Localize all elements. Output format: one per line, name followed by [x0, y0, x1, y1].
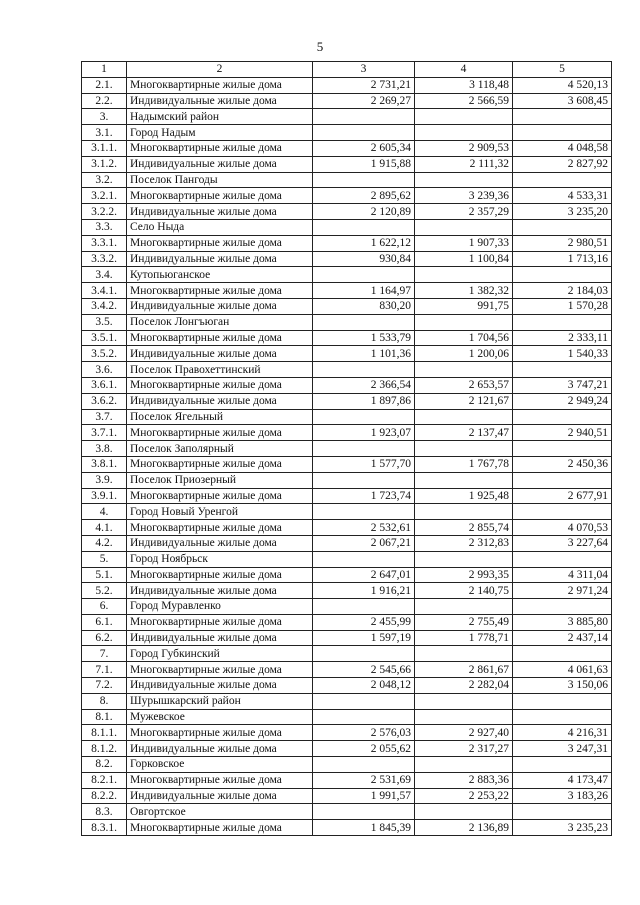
row-name-cell: Город Губкинский	[127, 646, 313, 662]
row-name-cell: Индивидуальные жилые дома	[127, 788, 313, 804]
value-cell-col3: 2 605,34	[313, 140, 415, 156]
page-number: 5	[316, 39, 324, 54]
row-number-cell: 3.9.1.	[82, 488, 127, 504]
row-number-cell: 3.6.	[82, 362, 127, 378]
value-cell-col3	[313, 693, 415, 709]
value-cell-col5: 1 540,33	[513, 346, 612, 362]
value-cell-col4	[415, 757, 513, 773]
row-number-cell: 3.	[82, 109, 127, 125]
value-cell-col4: 2 140,75	[415, 583, 513, 599]
value-cell-col5	[513, 504, 612, 520]
column-header: 4	[415, 62, 513, 78]
table-row	[82, 456, 612, 472]
table-row	[82, 441, 612, 457]
row-name-cell: Поселок Лонгъюган	[127, 314, 313, 330]
value-cell-col3	[313, 709, 415, 725]
value-cell-col5: 4 173,47	[513, 772, 612, 788]
value-cell-col4	[415, 599, 513, 615]
value-cell-col3	[313, 125, 415, 141]
table-row	[82, 678, 612, 694]
table-row	[82, 314, 612, 330]
value-cell-col5: 3 247,31	[513, 741, 612, 757]
table-row	[82, 551, 612, 567]
value-cell-col5	[513, 267, 612, 283]
value-cell-col3: 1 101,36	[313, 346, 415, 362]
row-name-cell: Многоквартирные жилые дома	[127, 820, 313, 836]
value-cell-col3: 2 120,89	[313, 204, 415, 220]
row-name-cell: Многоквартирные жилые дома	[127, 330, 313, 346]
row-number-cell: 6.1.	[82, 614, 127, 630]
value-cell-col5: 2 827,92	[513, 156, 612, 172]
value-cell-col4: 2 312,83	[415, 535, 513, 551]
value-cell-col5: 2 450,36	[513, 456, 612, 472]
row-name-cell: Многоквартирные жилые дома	[127, 520, 313, 536]
table-row	[82, 109, 612, 125]
row-number-cell: 3.2.2.	[82, 204, 127, 220]
row-number-cell: 4.1.	[82, 520, 127, 536]
value-cell-col4: 1 382,32	[415, 283, 513, 299]
row-number-cell: 3.1.	[82, 125, 127, 141]
value-cell-col3	[313, 504, 415, 520]
value-cell-col5	[513, 125, 612, 141]
value-cell-col4: 2 909,53	[415, 140, 513, 156]
table-header-row	[82, 62, 612, 78]
value-cell-col4: 3 239,36	[415, 188, 513, 204]
row-number-cell: 8.2.2.	[82, 788, 127, 804]
value-cell-col5: 4 311,04	[513, 567, 612, 583]
value-cell-col4	[415, 804, 513, 820]
table-row	[82, 741, 612, 757]
row-number-cell: 7.	[82, 646, 127, 662]
value-cell-col3: 2 532,61	[313, 520, 415, 536]
value-cell-col3: 830,20	[313, 298, 415, 314]
table-row	[82, 599, 612, 615]
row-name-cell: Город Новый Уренгой	[127, 504, 313, 520]
row-name-cell: Шурышкарский район	[127, 693, 313, 709]
row-number-cell: 8.2.1.	[82, 772, 127, 788]
row-number-cell: 7.1.	[82, 662, 127, 678]
row-name-cell: Многоквартирные жилые дома	[127, 77, 313, 93]
value-cell-col5	[513, 314, 612, 330]
value-cell-col5	[513, 804, 612, 820]
row-name-cell: Индивидуальные жилые дома	[127, 630, 313, 646]
value-cell-col3: 2 731,21	[313, 77, 415, 93]
column-header: 3	[313, 62, 415, 78]
value-cell-col5: 3 150,06	[513, 678, 612, 694]
value-cell-col4: 1 100,84	[415, 251, 513, 267]
value-cell-col5: 3 227,64	[513, 535, 612, 551]
value-cell-col4	[415, 362, 513, 378]
table-row	[82, 725, 612, 741]
row-name-cell: Индивидуальные жилые дома	[127, 393, 313, 409]
row-name-cell: Кутопьюганское	[127, 267, 313, 283]
value-cell-col5	[513, 409, 612, 425]
table-row	[82, 757, 612, 773]
value-cell-col3: 2 055,62	[313, 741, 415, 757]
value-cell-col3: 1 897,86	[313, 393, 415, 409]
value-cell-col3	[313, 362, 415, 378]
table-row	[82, 772, 612, 788]
value-cell-col4: 2 317,27	[415, 741, 513, 757]
value-cell-col5: 4 520,13	[513, 77, 612, 93]
row-number-cell: 3.3.	[82, 219, 127, 235]
value-cell-col5	[513, 551, 612, 567]
value-cell-col5: 4 070,53	[513, 520, 612, 536]
table-row	[82, 630, 612, 646]
value-cell-col5	[513, 441, 612, 457]
table-row	[82, 251, 612, 267]
value-cell-col4: 1 767,78	[415, 456, 513, 472]
value-cell-col4	[415, 441, 513, 457]
column-header: 5	[513, 62, 612, 78]
row-name-cell: Горковское	[127, 757, 313, 773]
value-cell-col3: 1 923,07	[313, 425, 415, 441]
row-name-cell: Многоквартирные жилые дома	[127, 614, 313, 630]
row-name-cell: Многоквартирные жилые дома	[127, 456, 313, 472]
table-row	[82, 535, 612, 551]
value-cell-col3: 2 048,12	[313, 678, 415, 694]
table-row	[82, 788, 612, 804]
row-name-cell: Многоквартирные жилые дома	[127, 567, 313, 583]
row-name-cell: Надымский район	[127, 109, 313, 125]
value-cell-col5: 1 570,28	[513, 298, 612, 314]
table-row	[82, 709, 612, 725]
table-row	[82, 267, 612, 283]
value-cell-col4: 2 883,36	[415, 772, 513, 788]
value-cell-col4	[415, 709, 513, 725]
value-cell-col3	[313, 409, 415, 425]
row-name-cell: Поселок Правохеттинский	[127, 362, 313, 378]
row-name-cell: Многоквартирные жилые дома	[127, 725, 313, 741]
value-cell-col5: 3 183,26	[513, 788, 612, 804]
row-name-cell: Поселок Приозерный	[127, 472, 313, 488]
row-number-cell: 3.5.	[82, 314, 127, 330]
row-number-cell: 3.5.2.	[82, 346, 127, 362]
value-cell-col5: 2 971,24	[513, 583, 612, 599]
row-name-cell: Поселок Пангоды	[127, 172, 313, 188]
table-row	[82, 283, 612, 299]
row-name-cell: Мужевское	[127, 709, 313, 725]
value-cell-col5: 2 437,14	[513, 630, 612, 646]
value-cell-col4	[415, 219, 513, 235]
value-cell-col4	[415, 504, 513, 520]
table-row	[82, 409, 612, 425]
row-name-cell: Многоквартирные жилые дома	[127, 772, 313, 788]
value-cell-col4: 2 993,35	[415, 567, 513, 583]
row-name-cell: Овгортское	[127, 804, 313, 820]
value-cell-col3	[313, 267, 415, 283]
table-row	[82, 140, 612, 156]
table-row	[82, 693, 612, 709]
row-number-cell: 8.1.2.	[82, 741, 127, 757]
column-header: 1	[82, 62, 127, 78]
value-cell-col4	[415, 646, 513, 662]
row-name-cell: Многоквартирные жилые дома	[127, 425, 313, 441]
value-cell-col3: 1 597,19	[313, 630, 415, 646]
value-cell-col3	[313, 646, 415, 662]
row-number-cell: 3.3.2.	[82, 251, 127, 267]
row-number-cell: 3.8.1.	[82, 456, 127, 472]
value-cell-col5: 4 216,31	[513, 725, 612, 741]
row-name-cell: Село Ныда	[127, 219, 313, 235]
row-number-cell: 5.1.	[82, 567, 127, 583]
value-cell-col3: 2 895,62	[313, 188, 415, 204]
row-number-cell: 3.2.1.	[82, 188, 127, 204]
row-number-cell: 6.2.	[82, 630, 127, 646]
table-row	[82, 488, 612, 504]
value-cell-col3: 2 067,21	[313, 535, 415, 551]
value-cell-col4	[415, 314, 513, 330]
value-cell-col4: 2 137,47	[415, 425, 513, 441]
value-cell-col3	[313, 314, 415, 330]
value-cell-col4	[415, 267, 513, 283]
row-number-cell: 3.4.2.	[82, 298, 127, 314]
value-cell-col3: 1 915,88	[313, 156, 415, 172]
value-cell-col5: 2 333,11	[513, 330, 612, 346]
value-cell-col5: 4 048,58	[513, 140, 612, 156]
row-number-cell: 5.	[82, 551, 127, 567]
value-cell-col5: 3 608,45	[513, 93, 612, 109]
table-row	[82, 219, 612, 235]
table-row	[82, 662, 612, 678]
value-cell-col5: 2 949,24	[513, 393, 612, 409]
row-name-cell: Многоквартирные жилые дома	[127, 140, 313, 156]
table-row	[82, 172, 612, 188]
row-number-cell: 3.1.1.	[82, 140, 127, 156]
table-row	[82, 93, 612, 109]
row-name-cell: Индивидуальные жилые дома	[127, 583, 313, 599]
row-name-cell: Многоквартирные жилые дома	[127, 188, 313, 204]
table-row	[82, 820, 612, 836]
row-number-cell: 5.2.	[82, 583, 127, 599]
table-row	[82, 567, 612, 583]
value-cell-col3	[313, 804, 415, 820]
row-name-cell: Индивидуальные жилые дома	[127, 298, 313, 314]
row-number-cell: 4.2.	[82, 535, 127, 551]
row-name-cell: Многоквартирные жилые дома	[127, 662, 313, 678]
row-number-cell: 2.2.	[82, 93, 127, 109]
value-cell-col5: 4 533,31	[513, 188, 612, 204]
value-cell-col4: 1 907,33	[415, 235, 513, 251]
value-cell-col5: 3 747,21	[513, 377, 612, 393]
row-name-cell: Многоквартирные жилые дома	[127, 235, 313, 251]
value-cell-col3: 2 545,66	[313, 662, 415, 678]
value-cell-col4: 2 566,59	[415, 93, 513, 109]
row-number-cell: 8.2.	[82, 757, 127, 773]
row-number-cell: 6.	[82, 599, 127, 615]
row-name-cell: Поселок Заполярный	[127, 441, 313, 457]
row-number-cell: 3.4.	[82, 267, 127, 283]
value-cell-col5	[513, 646, 612, 662]
row-name-cell: Город Муравленко	[127, 599, 313, 615]
value-cell-col4: 2 755,49	[415, 614, 513, 630]
value-cell-col3: 1 164,97	[313, 283, 415, 299]
table-row	[82, 330, 612, 346]
table-row	[82, 804, 612, 820]
value-cell-col3: 1 577,70	[313, 456, 415, 472]
value-cell-col5: 2 677,91	[513, 488, 612, 504]
price-table	[81, 61, 612, 836]
value-cell-col4: 2 927,40	[415, 725, 513, 741]
table-row	[82, 188, 612, 204]
value-cell-col5: 2 184,03	[513, 283, 612, 299]
value-cell-col3: 2 269,27	[313, 93, 415, 109]
row-name-cell: Индивидуальные жилые дома	[127, 251, 313, 267]
row-number-cell: 8.3.	[82, 804, 127, 820]
value-cell-col4: 1 704,56	[415, 330, 513, 346]
value-cell-col5	[513, 362, 612, 378]
row-name-cell: Индивидуальные жилые дома	[127, 346, 313, 362]
value-cell-col3	[313, 109, 415, 125]
value-cell-col3: 2 455,99	[313, 614, 415, 630]
value-cell-col5: 2 940,51	[513, 425, 612, 441]
value-cell-col3: 2 576,03	[313, 725, 415, 741]
value-cell-col5	[513, 172, 612, 188]
table-row	[82, 346, 612, 362]
row-number-cell: 3.3.1.	[82, 235, 127, 251]
value-cell-col5: 3 885,80	[513, 614, 612, 630]
value-cell-col3	[313, 441, 415, 457]
row-number-cell: 3.6.2.	[82, 393, 127, 409]
table-row	[82, 377, 612, 393]
value-cell-col5	[513, 109, 612, 125]
value-cell-col5	[513, 693, 612, 709]
table-row	[82, 393, 612, 409]
value-cell-col4: 1 925,48	[415, 488, 513, 504]
value-cell-col5	[513, 472, 612, 488]
table-row	[82, 520, 612, 536]
column-header: 2	[127, 62, 313, 78]
table-row	[82, 298, 612, 314]
value-cell-col4	[415, 109, 513, 125]
value-cell-col5	[513, 757, 612, 773]
value-cell-col4: 1 778,71	[415, 630, 513, 646]
value-cell-col4: 2 253,22	[415, 788, 513, 804]
value-cell-col3: 930,84	[313, 251, 415, 267]
value-cell-col4: 2 282,04	[415, 678, 513, 694]
row-name-cell: Многоквартирные жилые дома	[127, 283, 313, 299]
value-cell-col4: 991,75	[415, 298, 513, 314]
value-cell-col4: 2 855,74	[415, 520, 513, 536]
value-cell-col3: 1 723,74	[313, 488, 415, 504]
value-cell-col3: 1 533,79	[313, 330, 415, 346]
value-cell-col4: 2 121,67	[415, 393, 513, 409]
value-cell-col3: 2 647,01	[313, 567, 415, 583]
value-cell-col4: 2 357,29	[415, 204, 513, 220]
value-cell-col3: 1 916,21	[313, 583, 415, 599]
value-cell-col4	[415, 693, 513, 709]
value-cell-col3	[313, 599, 415, 615]
value-cell-col4: 2 136,89	[415, 820, 513, 836]
value-cell-col3	[313, 172, 415, 188]
row-number-cell: 3.7.	[82, 409, 127, 425]
table-row	[82, 125, 612, 141]
row-name-cell: Индивидуальные жилые дома	[127, 204, 313, 220]
row-name-cell: Многоквартирные жилые дома	[127, 488, 313, 504]
table-row	[82, 583, 612, 599]
row-number-cell: 3.8.	[82, 441, 127, 457]
value-cell-col4: 1 200,06	[415, 346, 513, 362]
table-row	[82, 425, 612, 441]
row-name-cell: Поселок Ягельный	[127, 409, 313, 425]
value-cell-col3: 2 366,54	[313, 377, 415, 393]
row-name-cell: Индивидуальные жилые дома	[127, 741, 313, 757]
value-cell-col3: 1 845,39	[313, 820, 415, 836]
row-number-cell: 3.7.1.	[82, 425, 127, 441]
value-cell-col5: 3 235,23	[513, 820, 612, 836]
value-cell-col4	[415, 172, 513, 188]
row-name-cell: Индивидуальные жилые дома	[127, 535, 313, 551]
row-name-cell: Индивидуальные жилые дома	[127, 678, 313, 694]
row-name-cell: Город Надым	[127, 125, 313, 141]
value-cell-col3: 1 622,12	[313, 235, 415, 251]
row-number-cell: 3.4.1.	[82, 283, 127, 299]
value-cell-col4	[415, 409, 513, 425]
value-cell-col4: 3 118,48	[415, 77, 513, 93]
value-cell-col4: 2 111,32	[415, 156, 513, 172]
table-row	[82, 156, 612, 172]
value-cell-col5	[513, 599, 612, 615]
table-row	[82, 235, 612, 251]
value-cell-col4	[415, 472, 513, 488]
row-number-cell: 2.1.	[82, 77, 127, 93]
table-body	[82, 77, 612, 835]
value-cell-col4	[415, 125, 513, 141]
table-row	[82, 504, 612, 520]
row-number-cell: 7.2.	[82, 678, 127, 694]
value-cell-col4	[415, 551, 513, 567]
row-name-cell: Многоквартирные жилые дома	[127, 377, 313, 393]
row-number-cell: 3.6.1.	[82, 377, 127, 393]
row-number-cell: 8.	[82, 693, 127, 709]
row-number-cell: 8.3.1.	[82, 820, 127, 836]
table-row	[82, 472, 612, 488]
value-cell-col3	[313, 757, 415, 773]
table-row	[82, 614, 612, 630]
row-number-cell: 3.9.	[82, 472, 127, 488]
row-name-cell: Индивидуальные жилые дома	[127, 93, 313, 109]
table-row	[82, 362, 612, 378]
value-cell-col5: 4 061,63	[513, 662, 612, 678]
value-cell-col5: 2 980,51	[513, 235, 612, 251]
row-number-cell: 4.	[82, 504, 127, 520]
value-cell-col4: 2 653,57	[415, 377, 513, 393]
value-cell-col5	[513, 709, 612, 725]
value-cell-col3	[313, 551, 415, 567]
row-number-cell: 3.2.	[82, 172, 127, 188]
value-cell-col5: 3 235,20	[513, 204, 612, 220]
value-cell-col5: 1 713,16	[513, 251, 612, 267]
row-number-cell: 3.5.1.	[82, 330, 127, 346]
value-cell-col3	[313, 219, 415, 235]
row-name-cell: Город Ноябрьск	[127, 551, 313, 567]
table-row	[82, 204, 612, 220]
table-row	[82, 646, 612, 662]
row-name-cell: Индивидуальные жилые дома	[127, 156, 313, 172]
row-number-cell: 8.1.	[82, 709, 127, 725]
table-row	[82, 77, 612, 93]
row-number-cell: 8.1.1.	[82, 725, 127, 741]
value-cell-col3: 1 991,57	[313, 788, 415, 804]
value-cell-col3	[313, 472, 415, 488]
value-cell-col5	[513, 219, 612, 235]
value-cell-col4: 2 861,67	[415, 662, 513, 678]
value-cell-col3: 2 531,69	[313, 772, 415, 788]
row-number-cell: 3.1.2.	[82, 156, 127, 172]
